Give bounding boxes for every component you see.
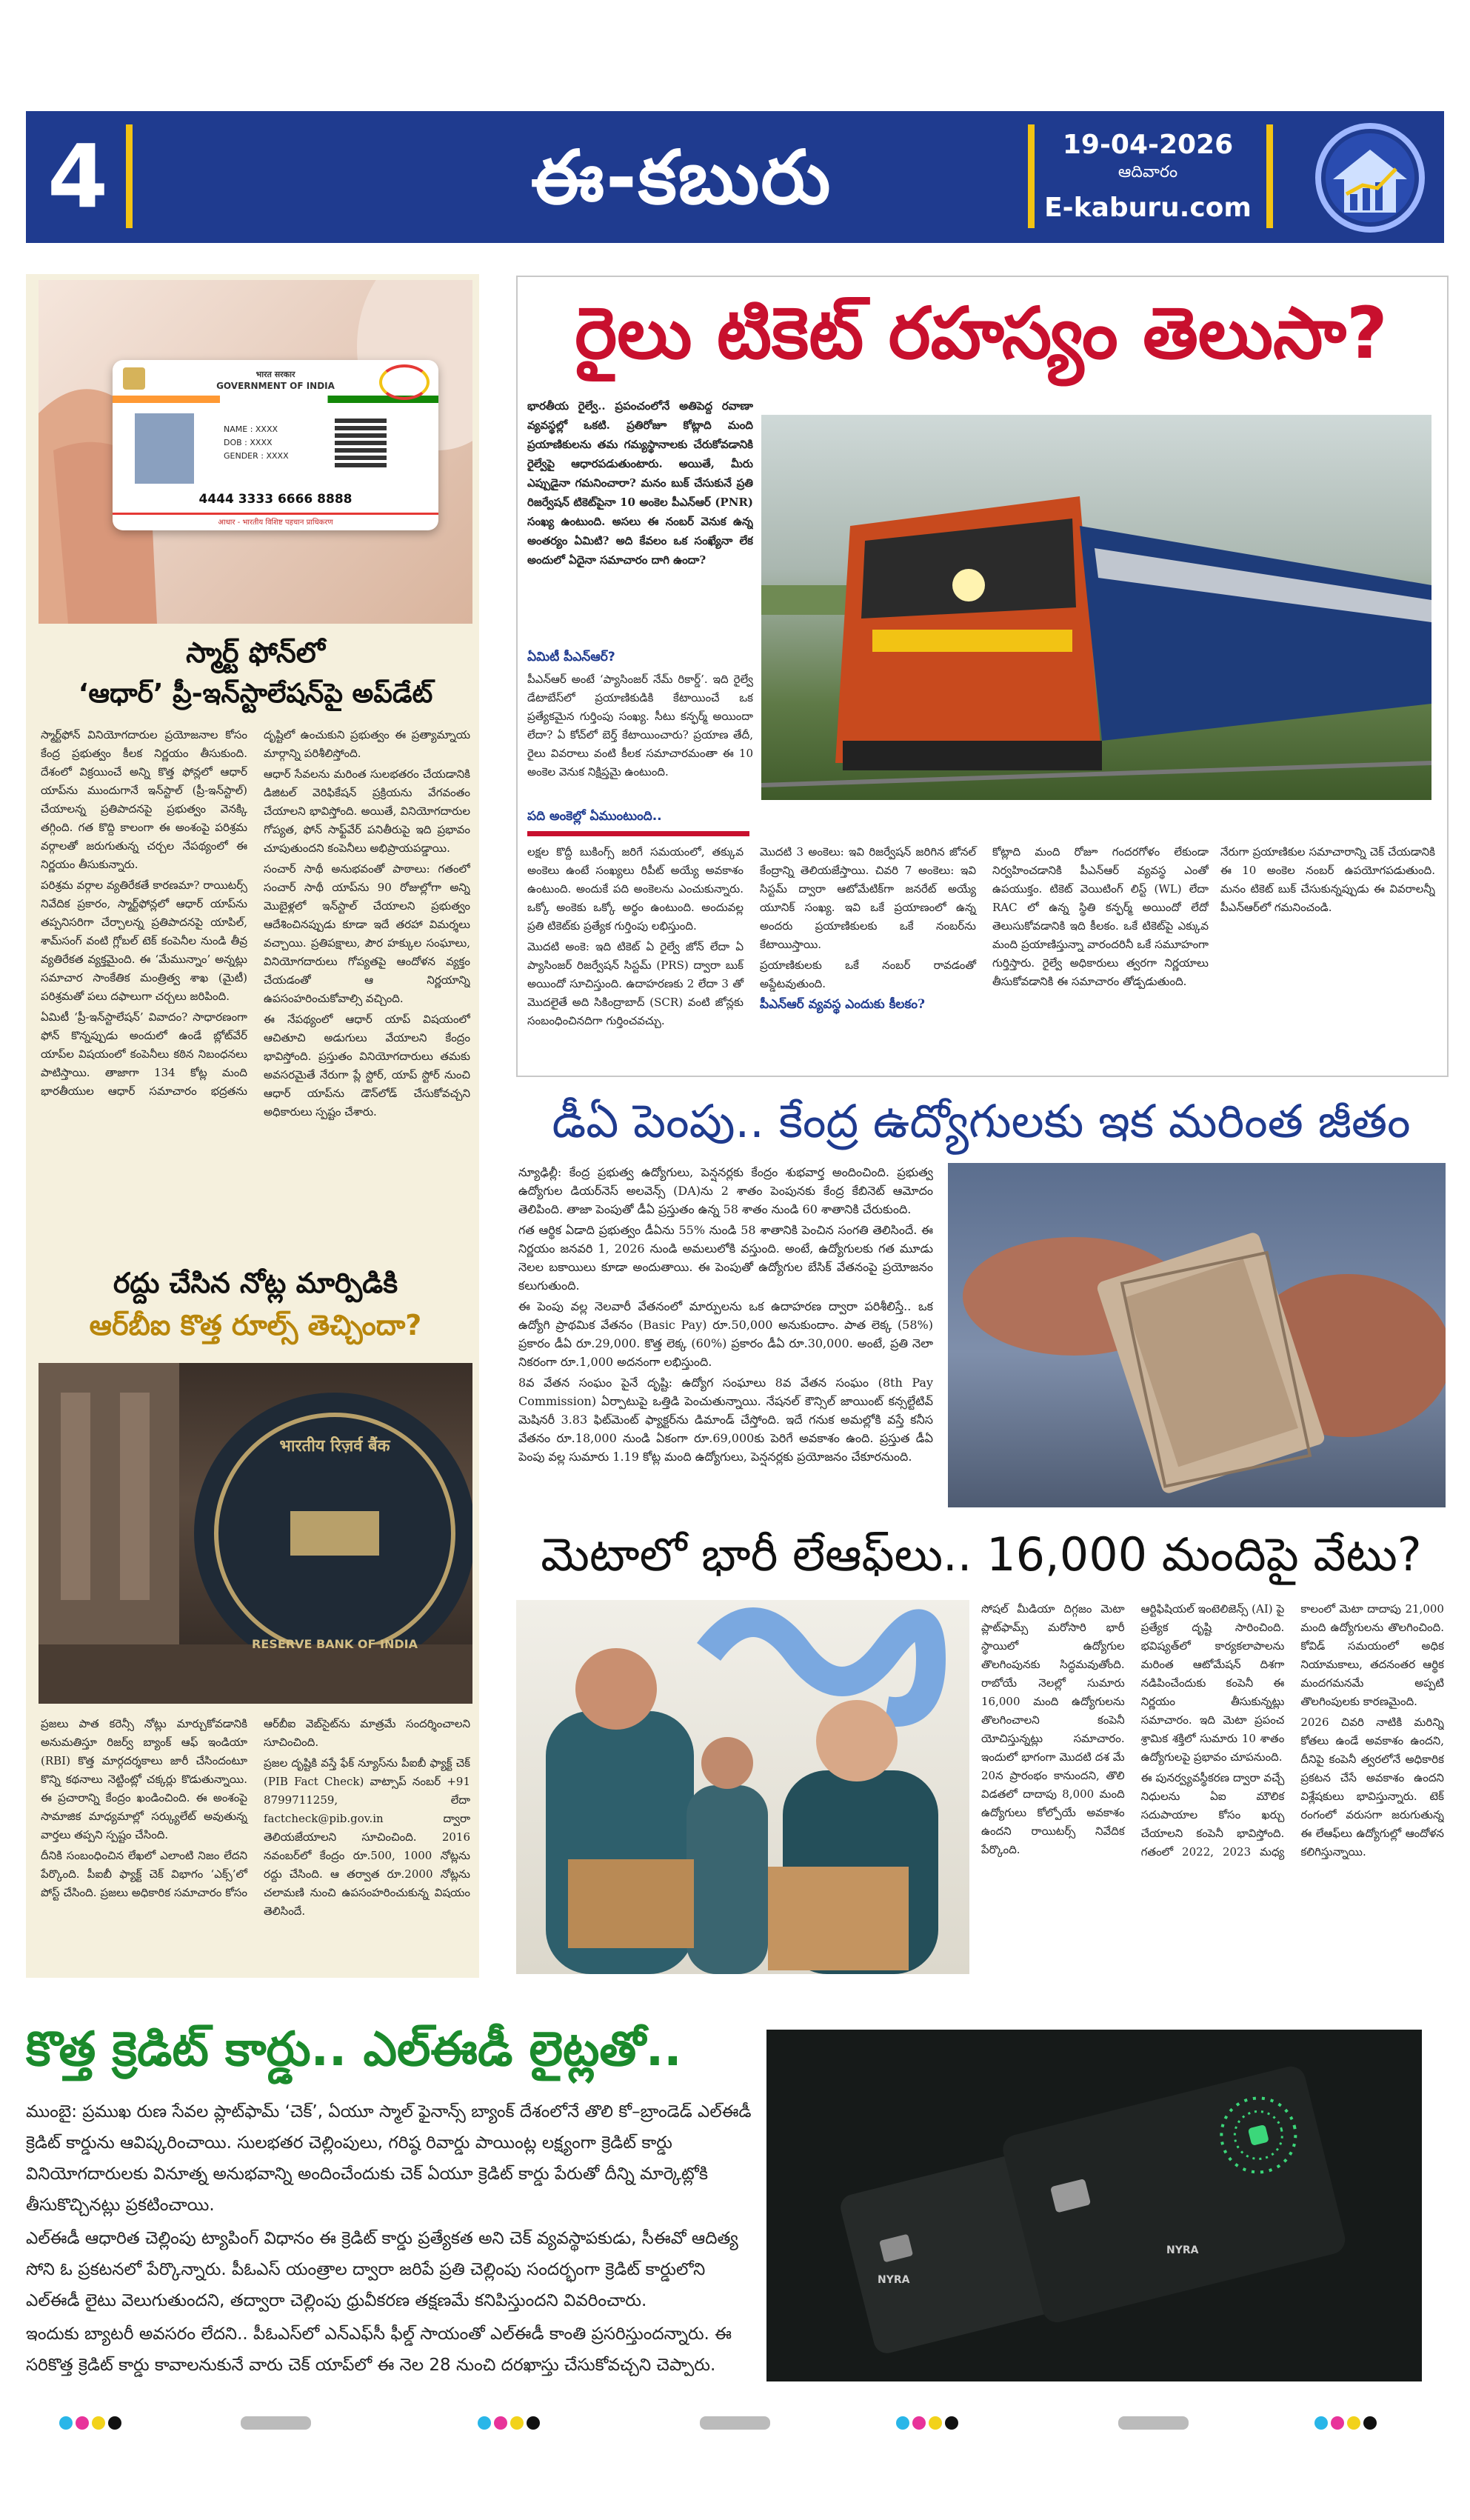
rail-subhead-digits: పది అంకెల్లో ఏముంటుంది..: [527, 809, 662, 824]
masthead-divider: [1028, 124, 1035, 228]
print-grey-bar: [241, 2416, 311, 2430]
rail-paragraph: లక్షల కొద్దీ బుకింగ్స్ జరిగే సమయంలో, తక్కువ అంకెలు ఉంటే సంఖ్యలు రిపీట్ అయ్యే అవకాశం ఉంటుంది. అందుకే పది అంకెలను ఎంచుకున్నారు. ఒక్కో అంకెకు ఒక్కో అర్థం ఉంటుంది. అందువల్ల ప్రతి టికెట్‌కు ప్రత్యేక గుర్తింపు లభిస్తుంది.: [527, 845, 744, 933]
rbi-seal-text: RESERVE BANK OF INDIA: [252, 1637, 418, 1651]
rail-pnr-body: పీఎన్ఆర్ అంటే ‘ప్యాసింజర్ నేమ్ రికార్డ్’. ఇది రైల్వే డేటాబేస్‌లో ప్రయాణికుడికి కేటాయించే ఒక ప్రత్యేకమైన గుర్తింపు సంఖ్య. సీటు కన్ఫర్మ్ అయిందా లేదా? ఏ కోచ్‌లో బెర్త్ కేటాయించారు? ప్రయాణ తేదీ, రైలు వివరాలు వంటి కీలక సమాచారమంతా ఈ 10 అంకెల వెనుక నిక్షిప్తమై ఉంటుంది.: [527, 673, 753, 779]
rail-paragraph: మొదటి అంకె: ఇది టికెట్ ఏ రైల్వే జోన్ లేదా ఏ ప్యాసింజర్ రిజర్వేషన్ సిస్టమ్ (PRS) ద్వారా బుక్ అయిందో సూచిస్తుంది. ఉదాహరణకు 2 లేదా 3 తో మొదలైతే అది సికింద్రాబాద్ (SCR) వంటి జోన్లకు సంబంధించినదిగా గుర్తించవచ్చు.: [527, 940, 744, 1027]
card-brand-label: NYRA: [1166, 2244, 1199, 2256]
rbi-headline-1: రద్దు చేసిన నోట్ల మార్పిడికి: [113, 1267, 398, 1299]
rail-subhead-importance: పీఎన్ఆర్ వ్యవస్థ ఎందుకు కీలకం?: [760, 997, 925, 1012]
rail-headline: రైలు టికెట్ రహస్యం తెలుసా?: [575, 292, 1388, 375]
da-headline: డీఏ పెంపు.. కేంద్ర ఉద్యోగులకు ఇక మరింత జీతం: [552, 1094, 1411, 1148]
da-money-photo: [948, 1163, 1446, 1507]
card-header-en: GOVERNMENT OF INDIA: [216, 381, 335, 391]
aadhaar-paragraph: ఏమిటీ ‘ప్రీ-ఇన్‌స్టాలేషన్’ వివాదం? సాధారణంగా ఫోన్ కొన్నప్పుడు అందులో ఉండే బ్లోట్‌వేర్ యాప్‌ల విషయంలో కంపెనీలు కఠిన నిబంధనలు పాటిస్తాయి. తాజాగా 134 కోట్ల మంది భారతీయుల ఆధార్ సమాచారం భద్రతను దృష్టిలో ఉంచుకుని ప్రభుత్వం ఈ ప్రత్యామ్నాయ మార్గాన్ని పరిశీలిస్తోంది.: [41, 728, 470, 1098]
website-url[interactable]: E-kaburu.com: [1044, 193, 1252, 223]
credit-article-body: [26, 2096, 755, 2393]
rbi-paragraph: దీనికి సంబంధించిన లేఖలో ఎలాంటి నిజం లేదని పేర్కొంది. పీఐబీ ఫ్యాక్ట్ చెక్ విభాగం ‘ఎక్స్’లో పోస్ట్ చేసింది. ప్రజలు అధికారిక సమాచారం కోసం ఆర్‌బీఐ వెబ్‌సైట్‌ను మాత్రమే సందర్శించాలని సూచించింది.: [41, 1717, 470, 1899]
rail-intro: భారతీయ రైల్వే.. ప్రపంచంలోనే అతిపెద్ద రవాణా వ్యవస్థల్లో ఒకటి. ప్రతిరోజూ కోట్లాది మంది ప్రయాణికులను తమ గమ్యస్థానాలకు చేరుకోవడానికి రైల్వేపై ఆధారపడుతుంటారు. అయితే, మీరు ఎప్పుడైనా గమనించారా? మనం బుక్ చేసుకునే ప్రతి రిజర్వేషన్ టికెట్‌పైనా 10 అంకెల పీఎన్ఆర్ (PNR) సంఖ్య ఉంటుంది. అసలు ఈ నంబర్ వెనుక ఉన్న అంతర్యం ఏమిటి? అది కేవలం ఒక సంఖ్యేనా లేక అందులో ఏదైనా సమాచారం దాగి ఉందా?: [527, 399, 753, 567]
rail-paragraph: ప్రయాణికులకు ఒకే నంబర్ రావడంతో అప్డేటవుతుంది.: [760, 959, 976, 990]
date-block: [1044, 130, 1252, 223]
issue-day: ఆదివారం: [1117, 163, 1178, 181]
meta-paragraph: సోషల్ మీడియా దిగ్గజం మెటా ప్లాట్‌ఫామ్స్ మరోసారి భారీ స్థాయిలో ఉద్యోగుల తొలగింపునకు సిద్ధమవుతోంది. రాబోయే నెలల్లో సుమారు 16,000 మంది ఉద్యోగులను తొలగించాలని కంపెనీ యోచిస్తున్నట్లు సమాచారం. ఇందులో భాగంగా మొదటి దశ మే 20న ప్రారంభం కానుందని, తొలి విడతలో దాదాపు 8,000 మంది ఉద్యోగులు కోల్పోయే అవకాశం ఉందని రాయిటర్స్ నివేదిక పేర్కొంది.: [981, 1602, 1125, 1856]
card-gender: GENDER : XXXX: [224, 451, 289, 461]
meta-paragraph: ఆర్టిఫిషియల్ ఇంటెలిజెన్స్ (AI) పై ప్రత్యేక దృష్టి సారించింది. భవిష్యత్‌లో కార్యకలాపాలను మరింత ఆటోమేషన్ దిశగా నడిపించేందుకు కంపెనీ ఈ నిర్ణయం తీసుకున్నట్లు సమాచారం. ఇది మెటా ప్రపంచ శ్రామిక శక్తిలో సుమారు 10 శాతం ఉద్యోగులపై ప్రభావం చూపనుంది.: [1140, 1602, 1285, 1764]
rbi-seal-text-hi: भारतीय रिज़र्व बैंक: [279, 1437, 390, 1456]
aadhaar-photo: [39, 280, 472, 624]
rbi-paragraph: ప్రజలు పాత కరెన్సీ నోట్లు మార్చుకోవడానికి అనుమతిస్తూ రిజర్వ్ బ్యాంక్ ఆఫ్ ఇండియా (RBI) కొత్త మార్గదర్శకాలు జారీ చేసిందంటూ కొన్ని కథనాలు నెట్టింట్లో చక్కర్లు కొడుతున్నాయి. ఈ ప్రచారాన్ని కేంద్రం ఖండించింది. ఈ అంశంపై సామాజిక మాధ్యమాల్లో సర్క్యులేట్ అవుతున్న వార్తలు తప్పని స్పష్టం చేసింది.: [41, 1717, 247, 1841]
aadhaar-paragraph: ఆధార్ సేవలను మరింత సులభతరం చేయడానికి డిజిటల్ వెరిఫికేషన్ ప్రక్రియను వేగవంతం చేయాలని భావిస్తోంది. అయితే, వినియోగదారుల గోప్యత, ఫోన్ సాఫ్ట్‌వేర్ పనితీరుపై ఇది ప్రభావం చూపుతుందని కంపెనీలు అభిప్రాయపడ్డాయి.: [264, 767, 470, 855]
credit-paragraph: ఇందుకు బ్యాటరీ అవసరం లేదని.. పీఓఎస్‌లో ఎన్ఎఫ్‌సీ ఫీల్డ్ సాయంతో ఎల్ఈడీ కాంతి ప్రసరిస్తుందన్నారు. ఈ సరికొత్త క్రెడిట్ కార్డు కావాలనుకునే వారు చెక్ యాప్‌లో ఈ నెల 28 నుంచి దరఖాస్తు చేసుకోవచ్చని చెప్పారు.: [26, 2324, 732, 2375]
card-name: NAME : XXXX: [224, 424, 278, 434]
aadhaar-card: [113, 360, 438, 530]
aadhaar-headline-1: స్మార్ట్ ఫోన్‌లో: [186, 636, 325, 669]
rbi-photo: [39, 1363, 472, 1704]
da-paragraph: న్యూఢిల్లీ: కేంద్ర ప్రభుత్వ ఉద్యోగులు, పెన్షనర్లకు కేంద్రం శుభవార్త అందించింది. ప్రభుత్వ ఉద్యోగుల డియర్‌నెస్ అలవెన్స్ (DA)ను 2 శాతం పెంపునకు కేంద్ర కేబినెట్ ఆమోదం తెలిపింది. తాజా పెంపుతో డీఏ ప్రస్తుతం ఉన్న 58 శాతం నుండి 60 శాతానికి చేరుకుంది.: [518, 1165, 933, 1216]
da-paragraph: ఈ పెంపు వల్ల నెలవారీ వేతనంలో మార్పులను ఒక ఉదాహరణ ద్వారా పరిశీలిస్తే.. ఒక ఉద్యోగి ప్రాథమిక వేతనం (Basic Pay) రూ.50,000 అనుకుందాం. పాత లెక్క (58%) ప్రకారం డీఏ రూ.29,000. కొత్త లెక్క (60%) ప్రకారం డీఏ రూ.30,000. అంటే, ప్రతి నెలా నికరంగా రూ.1,000 అదనంగా లభిస్తుంది.: [518, 1299, 933, 1369]
rail-closing: నేరుగా ప్రయాణికుల సమాచారాన్ని చెక్ చేయడానికి ఈ 10 అంకెల నంబర్ ఉపయోగపడుతుంది. మనం టికెట్ బుక్ చేసుకున్నప్పుడు ఈ వివరాలన్నీ పీఎన్ఆర్‌లో గమనించండి.: [1220, 845, 1435, 914]
aadhaar-article-body: [41, 726, 470, 1252]
da-paragraph: గత ఆర్థిక ఏడాది ప్రభుత్వం డీఏను 55% నుండి 58 శాతానికి పెంచిన సంగతి తెలిసిందే. ఈ నిర్ణయం జనవరి 1, 2026 నుండి అమలులోకి వస్తుంది. అంటే, ఉద్యోగులకు గత మూడు నెలల బకాయిలు కూడా అందుతాయి. ఈ పెంపుతో ఉద్యోగుల బేసిక్ వేతనంపై ప్రయోజనం కలుగుతుంది.: [518, 1223, 933, 1293]
meta-headline: మెటాలో భారీ లేఆఫ్‌లు.. 16,000 మందిపై వేటు?: [541, 1527, 1422, 1581]
rail-sub-bar: [527, 831, 749, 836]
masthead-divider: [126, 124, 133, 228]
qr-code-icon: [335, 416, 387, 467]
rbi-article-body: [41, 1715, 470, 1970]
print-grey-bar: [700, 2416, 770, 2430]
card-brand-label: NYRA: [878, 2274, 910, 2286]
newspaper-title: ఈ-కబురు: [530, 134, 832, 221]
card-footer: आधार - भारतीय विशिष्ट पहचान प्राधिकरण: [113, 513, 438, 533]
card-header-hi: भारत सरकार: [255, 370, 295, 379]
card-number: 4444 3333 6666 8888: [198, 492, 353, 507]
rail-subhead-pnr: ఏమిటీ పీఎన్ఆర్?: [527, 650, 615, 664]
print-registration-marks: [896, 2416, 961, 2433]
aadhaar-logo-icon: [379, 364, 430, 400]
avatar: [135, 413, 194, 484]
credit-card-photo: [766, 2030, 1422, 2381]
house-chart-icon: [1303, 120, 1437, 236]
aadhaar-paragraph: పరిశ్రమ వర్గాల వ్యతిరేకతే కారణమా? రాయిటర్స్ నివేదిక ప్రకారం, స్మార్ట్‌ఫోన్లలో ఆధార్ యాప్‌ను తప్పనిసరిగా చేర్చాలన్న ప్రతిపాదనపై యాపిల్, శామ్‌సంగ్ వంటి గ్లోబల్ టెక్ కంపెనీల నుండి తీవ్ర వ్యతిరేకత వ్యక్తమైంది. ఈ ‘మేమున్నాం’ అన్నట్లు సమాచార సాంకేతిక మంత్రిత్వ శాఖ (మైటీ) పరిశ్రమతో పలు దఫాలుగా చర్చలు జరిపింది.: [41, 879, 247, 1003]
meta-paragraph: ఈ పునర్వ్యవస్థీకరణ ద్వారా వచ్చే నిధులను ఏఐ మౌలిక సదుపాయాల కోసం ఖర్చు చేయాలని కంపెనీ భావిస్తోంది. గతంలో 2022, 2023 మధ్య కాలంలో మెటా దాదాపు 21,000 మంది ఉద్యోగులను తొలగించింది. కోవిడ్ సమయంలో అధిక నియామకాలు, తదనంతర ఆర్థిక మందగమనమే అప్పటి తొలగింపులకు కారణమైంది.: [1140, 1602, 1444, 1859]
aadhaar-headline-2: ‘ఆధార్’ ప్రీ-ఇన్‌స్టాలేషన్‌పై అప్‌డేట్: [78, 679, 433, 709]
issue-date: 19-04-2026: [1062, 130, 1234, 160]
rbi-paragraph: ప్రజల దృష్టికి వస్తే ఫేక్ న్యూస్‌ను పీఐబీ ఫ్యాక్ట్ చెక్ (PIB Fact Check) వాట్సాప్ నంబర్ +91 8799711259, లేదా factcheck@pib.gov.in ద్వారా తెలియజేయాలని సూచించింది. 2016 నవంబర్‌లో కేంద్రం రూ.500, 1000 నోట్లను రద్దు చేసింది. ఆ తర్వాత రూ.2000 నోట్లను చలామణి నుంచి ఉపసంహరించుకున్న విషయం తెలిసిందే.: [264, 1756, 470, 1918]
rail-paragraph: కోట్లాది మంది రోజూ గందరగోళం లేకుండా నిర్వహించడానికి పీఎన్ఆర్ వ్యవస్థ ఎంతో ఉపయుక్తం. టికెట్ వెయిటింగ్ లిస్ట్ (WL) లేదా RAC లో ఉన్న స్థితి కన్ఫర్మ్ అయిందో లేదో తెలుసుకోవడానికి ఇది కీలకం. ఒకే టికెట్‌పై ఎక్కువ మంది ప్రయాణిస్తున్నా వారందరినీ ఒకే సమూహంగా గుర్తిస్తారు. రైల్వే అధికారులు త్వరగా నిర్ణయాలు తీసుకోవడానికి ఈ సమాచారం తోడ్పడుతుంది.: [992, 845, 1209, 988]
print-registration-marks: [59, 2416, 124, 2433]
card-dob: DOB : XXXX: [224, 438, 273, 447]
aadhaar-paragraph: స్మార్ట్‌ఫోన్ వినియోగదారుల ప్రయోజనాల కోసం కేంద్ర ప్రభుత్వం కీలక నిర్ణయం తీసుకుంది. దేశంలో విక్రయించే అన్ని కొత్త ఫోన్లలో ఆధార్ యాప్‌ను ముందుగానే ఇన్‌స్టాల్ (ప్రీ-ఇన్‌స్టాల్) చేయాలన్న ప్రతిపాదనపై ప్రభుత్వం వెనక్కి తగ్గింది. గత కొద్ది కాలంగా ఈ అంశంపై పరిశ్రమ వర్గాలతో జరుగుతున్న చర్చల నేపథ్యంలో ఈ నిర్ణయం తీసుకున్నారు.: [41, 728, 247, 871]
da-article-body: [518, 1163, 933, 1511]
meta-paragraph: 2026 చివరి నాటికి మరిన్ని కోతలు ఉండే అవకాశం ఉందని, దీనిపై కంపెనీ త్వరలోనే అధికారిక ప్రకటన చేసే అవకాశం ఉందని విశ్లేషకులు భావిస్తున్నారు. టెక్ రంగంలో వరుసగా జరుగుతున్న ఈ లేఆఫ్‌లు ఉద్యోగుల్లో ఆందోళన కలిగిస్తున్నాయి.: [1300, 1716, 1444, 1859]
credit-paragraph: ముంబై: ప్రముఖ రుణ సేవల ప్లాట్‌ఫామ్ ‘చెక్’, ఏయూ స్మాల్ ఫైనాన్స్ బ్యాంక్ దేశంలోనే తొలి కో–బ్రాండెడ్ ఎల్ఈడీ క్రెడిట్ కార్డును ఆవిష్కరించాయి. సులభతర చెల్లింపులు, గరిష్ఠ రివార్డు పాయింట్ల లక్ష్యంగా క్రెడిట్ కార్డు వినియోగదారులకు వినూత్న అనుభవాన్ని అందించేందుకు చెక్ ఏయూ క్రెడిట్ కార్డు పేరుతో దీన్ని మార్కెట్లోకి తీసుకొచ్చినట్లు ప్రకటించాయి.: [26, 2102, 752, 2215]
page-number: 4: [47, 125, 109, 227]
aadhaar-paragraph: ఈ నేపథ్యంలో ఆధార్ యాప్ విషయంలో ఆచితూచి అడుగులు వేయాలని కేంద్రం భావిస్తోంది. ప్రస్తుతం వినియోగదారులు తమకు అవసరమైతే నేరుగా ప్లే స్టోర్, యాప్ స్టోర్ నుంచి ఆధార్ యాప్‌ను డౌన్‌లోడ్ చేసుకోవచ్చని అధికారులు స్పష్టం చేశారు.: [264, 1013, 470, 1119]
print-registration-marks: [1314, 2416, 1380, 2433]
da-paragraph: 8వ వేతన సంఘం పైనే దృష్టి: ఉద్యోగ సంఘాలు 8వ వేతన సంఘం (8th Pay Commission) ఏర్పాటుపై ఒత్తిడి పెంచుతున్నాయి. నేషనల్ కౌన్సిల్ జాయింట్ కన్సల్టేటివ్ మెషినరీ 3.83 ఫిట్‌మెంట్ ఫ్యాక్టర్‌ను డిమాండ్ చేస్తోంది. ఇదే గనుక అమల్లోకి వస్తే కనీస వేతనం రూ.18,000 నుండి ఏకంగా రూ.69,000కు పెరిగే అవకాశం ఉంది. ప్రస్తుత డీఏ పెంపు వల్ల సుమారు 1.19 కోట్ల మంది ఉద్యోగులు, పెన్షనర్లకు ప్రయోజనం చేకూరనుంది.: [518, 1376, 933, 1464]
rail-train-photo: [761, 415, 1431, 800]
print-registration-marks: [478, 2416, 543, 2433]
masthead-divider: [1266, 124, 1273, 228]
credit-headline: కొత్త క్రెడిట్ కార్డు.. ఎల్ఈడీ లైట్లతో..: [26, 2022, 682, 2077]
meta-article-body: [981, 1600, 1444, 1974]
rbi-headline-2: ఆర్‌బీఐ కొత్త రూల్స్ తెచ్చిందా?: [89, 1309, 422, 1341]
aadhaar-paragraph: సంచార్ సాథీ అనుభవంతో పాఠాలు: గతంలో సంచార్ సాథీ యాప్‌ను 90 రోజుల్లోగా అన్ని మొబైళ్లలో ఇన్‌స్టాల్ చేయాలని ప్రభుత్వం ఆదేశించినప్పుడు కూడా ఇదే తరహా విమర్శలు వచ్చాయి. ప్రతిపక్షాలు, పౌర హక్కుల సంఘాలు, వినియోగదారులు గోప్యతపై ఆందోళన వ్యక్తం చేయడంతో ఆ నిర్ణయాన్ని ఉపసంహరించుకోవాల్సి వచ్చింది.: [264, 862, 470, 1005]
credit-paragraph: ఎల్ఈడీ ఆధారిత చెల్లింపు ట్యాపింగ్ విధానం ఈ క్రెడిట్ కార్డు ప్రత్యేకత అని చెక్ వ్యవస్థాపకుడు, సీఈవో ఆదిత్య సోని ఓ ప్రకటనలో పేర్కొన్నారు. పీఓఎస్ యంత్రాల ద్వారా జరిపే ప్రతి చెల్లింపు సందర్భంగా క్రెడిట్ కార్డులోని ఎల్ఈడీ లైటు వెలుగుతుందని, తద్వారా చెల్లింపు ధ్రువీకరణ తక్షణమే కనిపిస్తుందని వివరించారు.: [26, 2229, 738, 2310]
rail-article-body: [527, 843, 1209, 1069]
rail-paragraph: మొదటి 3 అంకెలు: ఇవి రిజర్వేషన్ జరిగిన జోనల్ కేంద్రాన్ని తెలియజేస్తాయి. చివరి 7 అంకెలు: ఇవి సిస్టమ్ ద్వారా ఆటోమేటిక్‌గా జనరేట్ అయ్యే యూనిక్ సంఖ్య. ఇవి ఒకే ప్రయాణంలో ఉన్న అందరు ప్రయాణికులకు ఒకే నంబర్‌ను కేటాయిస్తాయి.: [760, 845, 976, 951]
meta-layoff-photo: [516, 1600, 969, 1974]
print-grey-bar: [1118, 2416, 1189, 2430]
